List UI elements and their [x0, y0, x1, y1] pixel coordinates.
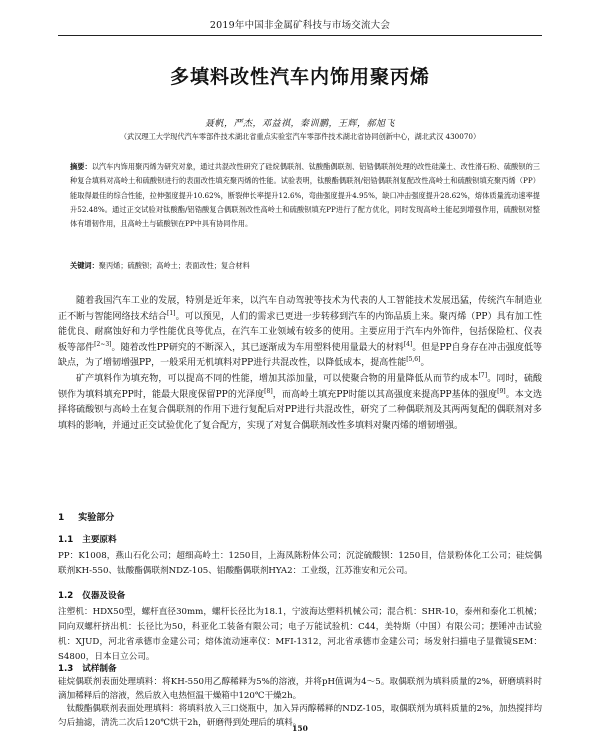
keywords	[70, 261, 540, 271]
citation: [8]	[264, 387, 273, 395]
keywords-text: 聚丙烯；硫酸钡；高岭土；表面改性；复合材料	[98, 261, 250, 270]
subsection-heading-1-2: 1.2 仪器及设备	[58, 591, 126, 601]
abstract-text: 以汽车内饰用聚丙烯为研究对象，通过共混改性研究了硅烷偶联剂、钛酸酯偶联剂、铝锆偶联剂处理的改性硅藻土、改性滑石粉、硫酸钡的三种复合填料对高岭土和硫酸钡进行的表面改性填充聚丙烯的性能。试验表明，钛酸酯偶联剂/铝锆偶联剂复配改性高岭土和硫酸钡填充聚丙烯（PP）能取得最佳的综合性能，拉伸强度提升10.62%，断裂伸长率提升12.6%，弯曲强度提升4.95%，缺口冲击强度提升28.62%，熔体质量流动速率提升52.48%。通过正交试验对钛酸酯/铝锆酸复合偶联剂改性高岭土和硫酸钡填充PP进行了配方优化，同时发现高岭土能起到增强作用，硫酸钡对整体有增韧作用，且高岭土与硫酸钡在PP中具有协同作用。	[70, 162, 540, 229]
article-title: 多填料改性汽车内饰用聚丙烯	[169, 66, 430, 88]
sample-prep-paragraphs: 硅烷偶联剂表面处理填料：将KH-550用乙醇稀释为5%的溶液，并将pH值调为4～5。取偶联剂为填料质量的2%，研磨填料时滴加稀释后的溶液，然后放入电热恒温干燥箱中120℃干燥2h。 钛酸酯偶联剂表面处理填料：将填料放入三口烧瓶中，加入异丙醇稀释的NDZ-105，取偶联剂为填料质量的2%，加热搅拌均匀后抽滤，清洗二次后120℃烘干2h，研磨得到处理后的填料。	[58, 677, 542, 728]
subsection-heading-1-3: 1.3 试样制备	[58, 664, 117, 674]
intro-paragraph-2: 矿产填料作为填充物，可以提高不同的性能，增加其添加量，可以使聚合物的用量降低从而节约成本[7]。同时，硫酸钡作为填料填充PP时，能最大限度保留PP的光泽度[8]，而高岭土填充PP时能以其高强度来提高PP基体的强度[9]。本文选择将硫酸钡与高岭土在复合偶联剂的作用下进行复配后对PP进行共混改性，研究了二种偶联剂及其两两复配的偶联剂对多填料的影响，并通过正交试验优化了复合配方，实现了对复合偶联剂改性多填料对聚丙烯的增韧增强。	[58, 371, 542, 431]
introduction	[58, 294, 542, 434]
citation: [7]	[478, 371, 488, 379]
equipment-paragraph: 注塑机：HDX50型，螺杆直径30mm，螺杆长径比为18.1，宁波海达塑料机械公司；混合机：SHR-10，泰州和泰化工机械；同向双螺杆挤出机：长径比为50，科亚化工装备有限公司；电子万能试验机：C44，美特斯（中国）有限公司；摆锤冲击试验机：XJUD，河北省承德市金建公司；熔体流动速率仪：MFI-1312，河北省承德市金建公司；场发射扫描电子显微镜SEM：S4800，日本日立公司。	[58, 607, 542, 662]
citation: [1]	[167, 309, 176, 317]
abstract-label: 摘要：	[70, 162, 92, 171]
citation: [5,6]	[406, 356, 421, 364]
header-rule	[58, 35, 542, 36]
citation: [2~3]	[94, 340, 112, 348]
keywords-label: 关键词：	[70, 261, 99, 270]
materials-paragraph: PP：K1008，燕山石化公司；超细高岭土：1250目，上海凤陈粉体公司；沉淀硫酸钡：1250目，信景粉体化工公司；硅烷偶联剂KH-550、钛酸酯偶联剂NDZ-105、铝酸酯偶联剂HYA2：工业级，江苏淮安和元公司。	[58, 551, 542, 576]
author-list: 聂帆，严杰，邓益祺，秦训鹏，王辉，郝旭飞	[204, 119, 395, 129]
citation: [9]	[497, 387, 506, 395]
page-number: 150	[292, 724, 308, 733]
running-head: 2019年中国非金属矿科技与市场交流大会	[209, 20, 391, 31]
section-title: 实验部分	[78, 513, 115, 523]
section-heading-1	[58, 510, 128, 523]
affiliation: （武汉理工大学现代汽车零部件技术湖北省重点实验室汽车零部件技术湖北省协同创新中心，湖北武汉 430070）	[119, 132, 481, 141]
section-number: 1	[58, 513, 65, 523]
intro-paragraph-1: 随着我国汽车工业的发展，特别是近年来，以汽车自动驾驶等技术为代表的人工智能技术发展迅猛，传统汽车制造业正不断与智能网络技术结合[1]。可以预见，人们的需求已更进一步转移到汽车的内饰品质上来。聚丙烯（PP）具有加工性能优良、耐腐蚀好和力学性能优良等优点，在汽车工业领域有较多的使用。主要应用于汽车内外饰件，包括保险杠、仪表板等部件[2~3]。随着改性PP研究的不断深入，其已逐渐成为车用塑料使用量最大的材料[4]。但是PP自身存在冲击强度低等缺点，为了增韧增强PP，一般采用无机填料对PP进行共混改性，以降低成本，提高性能[5,6]。	[58, 296, 542, 369]
abstract	[70, 160, 540, 231]
subsection-heading-1-1: 1.1 主要原料	[58, 535, 117, 545]
citation: [4]	[403, 340, 413, 348]
